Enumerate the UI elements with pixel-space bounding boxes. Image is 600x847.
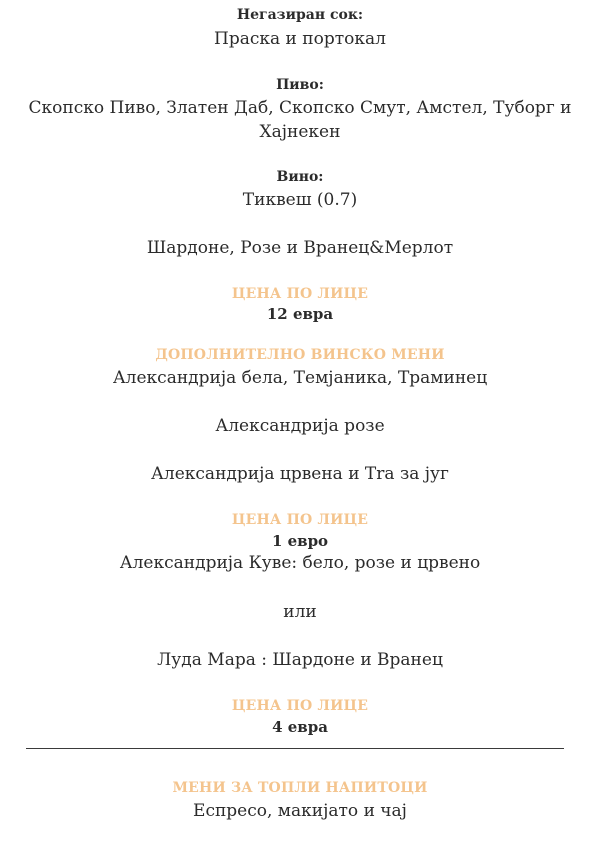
wine-item-varieties: Шардоне, Розе и Вранец&Мерлот — [146, 238, 454, 258]
extra-wine-line-2: Александрија розе — [215, 416, 385, 436]
extra-wine-line-1: Александрија бела, Темјаника, Траминец — [112, 368, 488, 388]
extra-wine-line-3: Александрија црвена и Tra за југ — [151, 464, 449, 484]
extra-wine-price-label-2: ЦЕНА ПО ЛИЦЕ — [231, 698, 369, 714]
extra-wine-line-4: Александрија Куве: бело, розе и црвено — [119, 553, 481, 573]
beer-heading: Пиво: — [276, 77, 324, 93]
wine-price-label: ЦЕНА ПО ЛИЦЕ — [231, 286, 369, 302]
extra-wine-heading: ДОПОЛНИТЕЛНО ВИНСКО МЕНИ — [155, 347, 445, 363]
extra-wine-or: или — [283, 602, 317, 622]
beer-items-line-1: Скопско Пиво, Златен Даб, Скопско Смут, Амстел, Туборг и — [28, 98, 572, 118]
extra-wine-price-label: ЦЕНА ПО ЛИЦЕ — [231, 512, 369, 528]
extra-wine-line-5: Луда Мара : Шардоне и Вранец — [157, 650, 443, 670]
beer-items-line-2: Хајнекен — [259, 122, 341, 142]
hot-drinks-heading: МЕНИ ЗА ТОПЛИ НАПИТОЦИ — [172, 780, 428, 796]
wine-price: 12 евра — [266, 305, 334, 323]
section-divider — [26, 748, 564, 749]
juice-heading: Негазиран сок: — [236, 7, 364, 23]
juice-items: Праска и портокал — [214, 29, 386, 49]
extra-wine-price: 1 евро — [271, 532, 329, 550]
hot-drinks-items: Еспресо, макијато и чај — [193, 801, 407, 821]
wine-heading: Вино: — [276, 169, 324, 185]
extra-wine-price-2: 4 евра — [272, 718, 328, 736]
wine-item-tikves: Тиквеш (0.7) — [242, 190, 358, 210]
